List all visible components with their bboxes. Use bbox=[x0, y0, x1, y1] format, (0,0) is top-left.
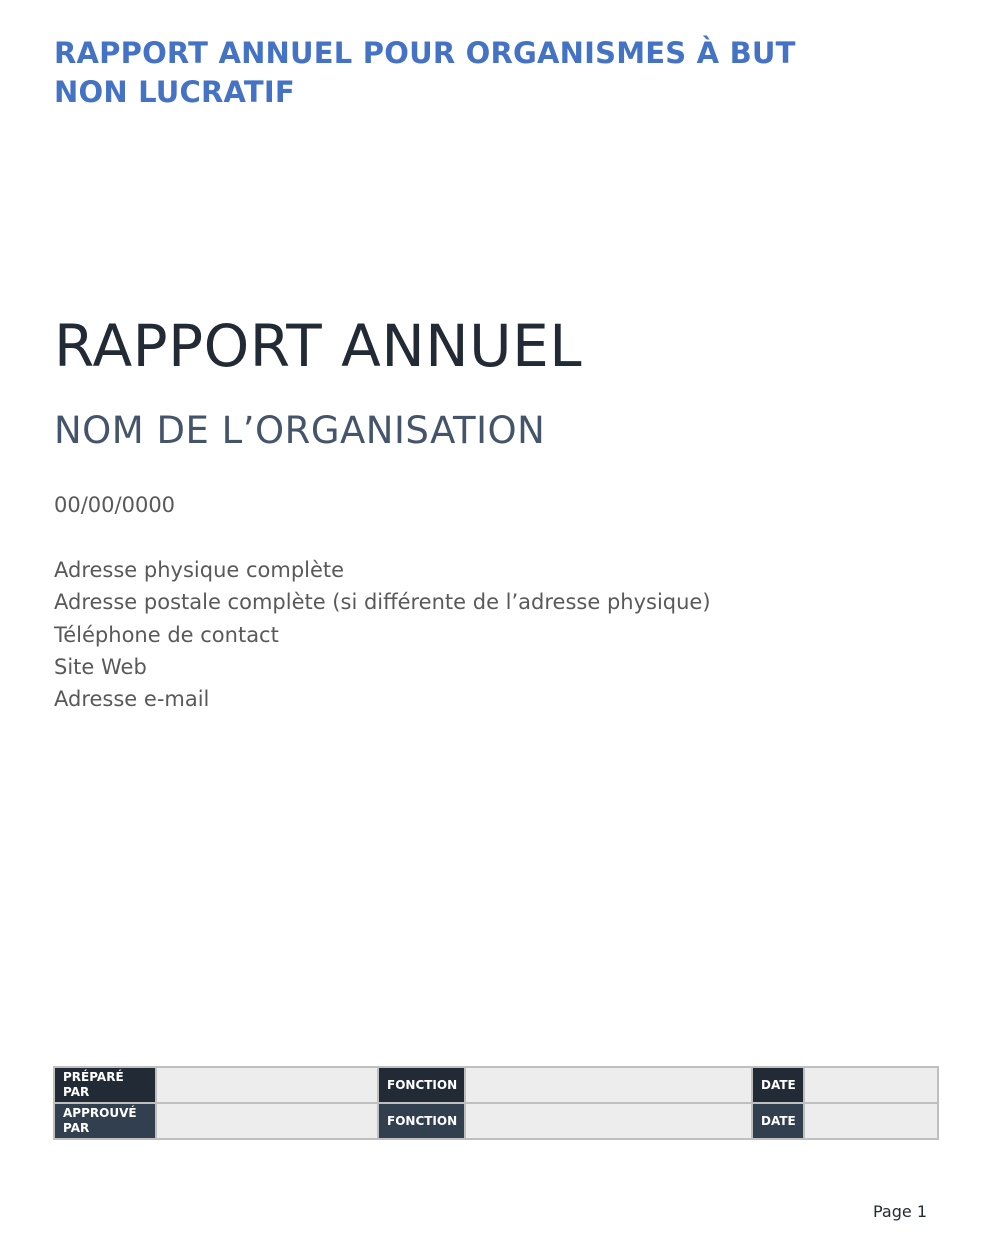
document-header-title: RAPPORT ANNUEL POUR ORGANISMES À BUT NON LUCRATIF bbox=[54, 36, 796, 109]
function-field[interactable] bbox=[465, 1103, 752, 1139]
function-label: FONCTION bbox=[378, 1103, 465, 1139]
date-label: DATE bbox=[752, 1103, 804, 1139]
function-label: FONCTION bbox=[378, 1067, 465, 1103]
prepared-by-label: PRÉPARÉ PAR bbox=[54, 1067, 156, 1103]
table-row-prepared bbox=[54, 1067, 938, 1103]
contact-block bbox=[54, 554, 711, 715]
postal-address: Adresse postale complète (si différente de l’adresse physique) bbox=[54, 590, 711, 615]
approved-by-label: APPROUVÉ PAR bbox=[54, 1103, 156, 1139]
physical-address: Adresse physique complète bbox=[54, 558, 345, 582]
table-row-approved bbox=[54, 1103, 938, 1139]
email-address: Adresse e-mail bbox=[54, 687, 210, 712]
website: Site Web bbox=[54, 654, 147, 679]
date-field[interactable] bbox=[804, 1103, 938, 1139]
signoff-table bbox=[53, 1066, 939, 1140]
date-label: DATE bbox=[752, 1067, 804, 1103]
date-field[interactable] bbox=[804, 1067, 938, 1103]
function-field[interactable] bbox=[465, 1067, 752, 1103]
contact-phone: Téléphone de contact bbox=[54, 622, 279, 647]
organization-name: NOM DE L’ORGANISATION bbox=[54, 409, 546, 452]
approved-by-field[interactable] bbox=[156, 1103, 378, 1139]
page-number: Page 1 bbox=[873, 1202, 927, 1221]
prepared-by-field[interactable] bbox=[156, 1067, 378, 1103]
report-title: RAPPORT ANNUEL bbox=[54, 312, 583, 380]
report-date: 00/00/0000 bbox=[54, 493, 176, 517]
